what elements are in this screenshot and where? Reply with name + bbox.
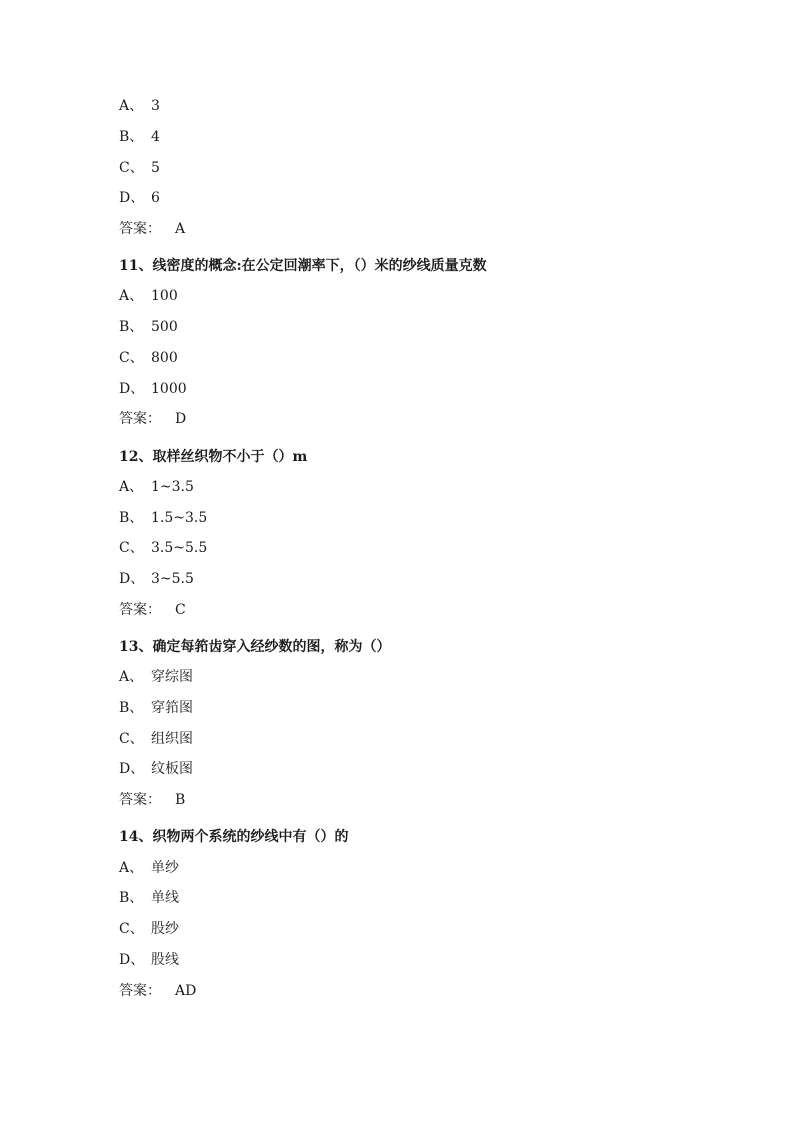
answer-label: 答案： bbox=[119, 983, 161, 999]
option-letter: B、 bbox=[119, 510, 144, 526]
answer-line bbox=[119, 219, 185, 239]
option-letter: B、 bbox=[119, 129, 144, 145]
answer-line bbox=[119, 790, 185, 810]
option-d bbox=[119, 759, 193, 779]
answer-value: B bbox=[175, 792, 186, 808]
option-letter: A、 bbox=[119, 669, 144, 685]
option-b bbox=[119, 508, 207, 528]
option-text: 单纱 bbox=[151, 860, 179, 876]
option-letter: A、 bbox=[119, 860, 144, 876]
option-text: 1000 bbox=[151, 381, 187, 397]
option-b bbox=[119, 317, 178, 337]
option-d bbox=[119, 569, 194, 589]
option-text: 4 bbox=[151, 129, 160, 145]
option-a bbox=[119, 858, 179, 878]
option-letter: C、 bbox=[119, 921, 144, 937]
option-letter: B、 bbox=[119, 319, 144, 335]
option-c bbox=[119, 158, 160, 178]
option-a bbox=[119, 286, 178, 306]
option-letter: D、 bbox=[119, 952, 145, 968]
option-d bbox=[119, 188, 160, 208]
option-text: 3.5~5.5 bbox=[151, 540, 208, 556]
option-letter: D、 bbox=[119, 571, 145, 587]
option-d bbox=[119, 379, 187, 399]
answer-line bbox=[119, 981, 196, 1001]
answer-value: AD bbox=[175, 983, 197, 999]
answer-value: C bbox=[175, 602, 186, 618]
option-c bbox=[119, 538, 207, 558]
option-a bbox=[119, 477, 194, 497]
option-text: 500 bbox=[151, 319, 178, 335]
option-letter: A、 bbox=[119, 288, 144, 304]
option-b bbox=[119, 888, 179, 908]
answer-value: D bbox=[175, 411, 187, 427]
option-text: 3~5.5 bbox=[151, 571, 194, 587]
option-a bbox=[119, 96, 160, 116]
option-letter: C、 bbox=[119, 160, 144, 176]
answer-label: 答案： bbox=[119, 221, 161, 237]
option-text: 纹板图 bbox=[151, 761, 193, 777]
option-b bbox=[119, 127, 160, 147]
question-title-12: 12、取样丝织物不小于（）m bbox=[119, 449, 308, 465]
option-letter: A、 bbox=[119, 98, 144, 114]
option-text: 组织图 bbox=[151, 731, 193, 747]
answer-label: 答案： bbox=[119, 602, 161, 618]
option-c bbox=[119, 348, 178, 368]
option-letter: A、 bbox=[119, 479, 144, 495]
option-b bbox=[119, 698, 193, 718]
option-text: 800 bbox=[151, 350, 178, 366]
option-a bbox=[119, 667, 193, 687]
question-title-11: 11、线密度的概念:在公定回潮率下，（）米的纱线质量克数 bbox=[119, 258, 487, 274]
option-letter: D、 bbox=[119, 381, 145, 397]
option-letter: C、 bbox=[119, 731, 144, 747]
option-text: 100 bbox=[151, 288, 178, 304]
option-d bbox=[119, 950, 179, 970]
option-text: 3 bbox=[151, 98, 160, 114]
answer-label: 答案： bbox=[119, 792, 161, 808]
option-letter: B、 bbox=[119, 890, 144, 906]
answer-label: 答案： bbox=[119, 411, 161, 427]
option-text: 6 bbox=[151, 190, 160, 206]
option-c bbox=[119, 919, 179, 939]
option-text: 穿综图 bbox=[151, 669, 193, 685]
question-title-14: 14、织物两个系统的纱线中有（）的 bbox=[119, 829, 349, 845]
option-text: 1.5~3.5 bbox=[151, 510, 208, 526]
option-text: 5 bbox=[151, 160, 160, 176]
option-letter: D、 bbox=[119, 761, 145, 777]
question-title-13: 13、确定每筘齿穿入经纱数的图，称为（） bbox=[119, 639, 391, 655]
option-letter: B、 bbox=[119, 700, 144, 716]
option-text: 1~3.5 bbox=[151, 479, 194, 495]
option-letter: C、 bbox=[119, 540, 144, 556]
answer-line bbox=[119, 409, 186, 429]
option-c bbox=[119, 729, 193, 749]
answer-value: A bbox=[175, 221, 186, 237]
option-text: 穿筘图 bbox=[151, 700, 193, 716]
option-text: 股线 bbox=[151, 952, 179, 968]
option-text: 股纱 bbox=[151, 921, 179, 937]
answer-line bbox=[119, 600, 186, 620]
option-letter: C、 bbox=[119, 350, 144, 366]
option-text: 单线 bbox=[151, 890, 179, 906]
option-letter: D、 bbox=[119, 190, 145, 206]
